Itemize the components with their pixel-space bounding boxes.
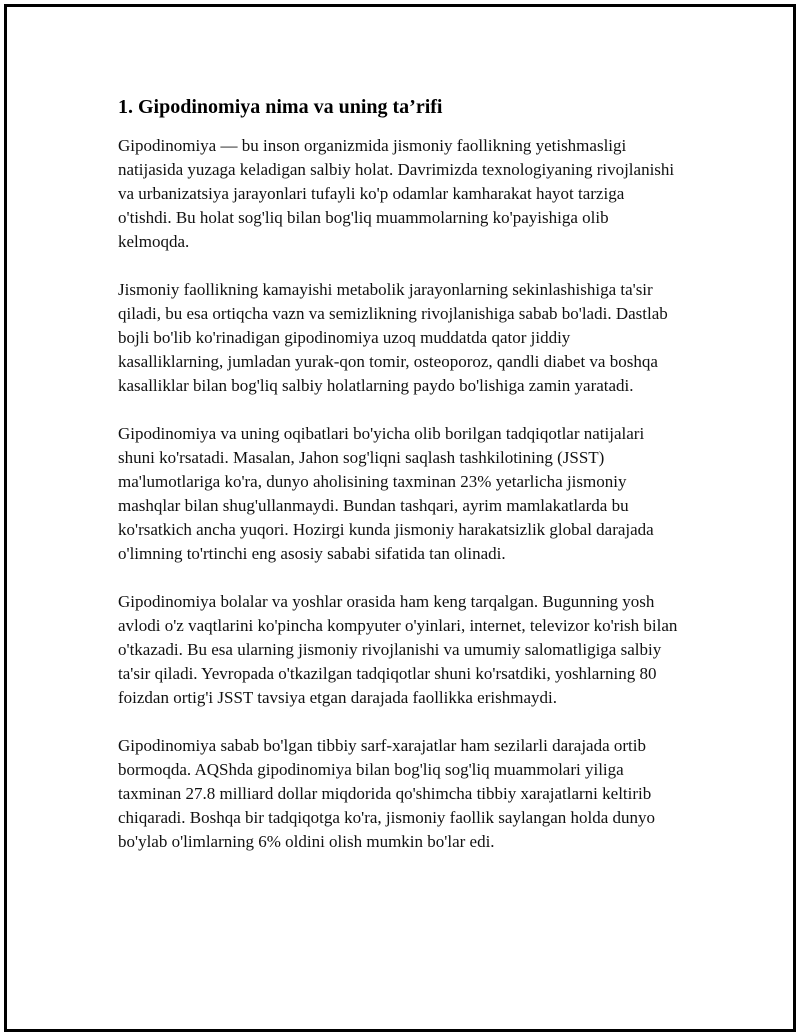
paragraph-3: Gipodinomiya va uning oqibatlari bo'yicha olib borilgan tadqiqotlar natijalari shuni ko'rsatadi. Masalan, Jahon sog'liqni saqlash tashkilotining (JSST) ma'lumotlariga ko'ra, dunyo aholisining taxminan 23% yetarlicha jismoniy mashqlar bilan shug'ullanmaydi. Bundan tashqari, ayrim mamlakatlarda bu ko'rsatkich ancha yuqori. Hozirgi kunda jismoniy harakatsizlik global darajada o'limning to'rtinchi eng asosiy sababi sifatida tan olinadi. [118, 424, 654, 563]
paragraph-4: Gipodinomiya bolalar va yoshlar orasida ham keng tarqalgan. Bugunning yosh avlodi o'z vaqtlarini ko'pincha kompyuter o'yinlari, internet, televizor ko'rish bilan o'tkazadi. Bu esa ularning jismoniy rivojlanishi va umumiy salomatligiga salbiy ta'sir qiladi. Yevropada o'tkazilgan tadqiqotlar shuni ko'rsatdiki, yoshlarning 80 foizdan ortig'i JSST tavsiya etgan darajada faollikka erishmaydi. [118, 592, 678, 707]
paragraph-1: Gipodinomiya — bu inson organizmida jismoniy faollikning yetishmasligi natijasida yuzaga keladigan salbiy holat. Davrimizda texnologiyaning rivojlanishi va urbanizatsiya jarayonlari tufayli ko'p odamlar kamharakat hayot tarziga o'tishdi. Bu holat sog'liq bilan bog'liq muammolarning ko'payishiga olib kelmoqda. [118, 136, 675, 251]
paragraph-5: Gipodinomiya sabab bo'lgan tibbiy sarf-xarajatlar ham sezilarli darajada ortib bormoqda. AQShda gipodinomiya bilan bog'liq sog'liq muammolari yiliga taxminan 27.8 milliard dollar miqdorida qo'shimcha tibbiy xarajatlarni keltirib chiqaradi. Boshqa bir tadqiqotga ko'ra, jismoniy faollik saylangan holda dunyo bo'ylab o'limlarning 6% oldini olish mumkin bo'lar edi. [118, 736, 656, 851]
section-heading: 1. Gipodinomiya nima va uning ta’rifi [118, 96, 443, 118]
paragraph-2: Jismoniy faollikning kamayishi metabolik jarayonlarning sekinlashishiga ta'sir qiladi, bu esa ortiqcha vazn va semizlikning rivojlanishiga sabab bo'ladi. Dastlab bojli bo'lib ko'rinadigan gipodinomiya uzoq muddatda qator jiddiy kasalliklarning, jumladan yurak-qon tomir, osteoporoz, qandli diabet va boshqa kasalliklar bilan bog'liq salbiy holatlarning paydo bo'lishiga zamin yaratadi. [118, 280, 668, 395]
document-body [118, 94, 678, 878]
